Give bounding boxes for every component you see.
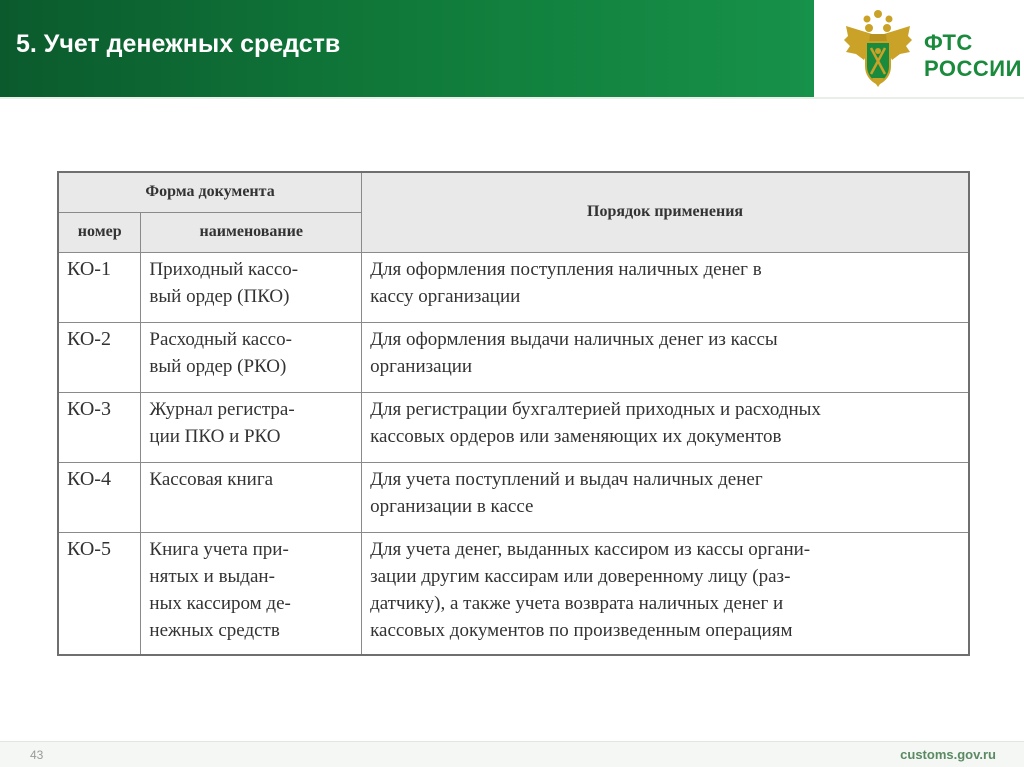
doc-name-cell (141, 392, 362, 462)
doc-usage-line: Для оформления поступления наличных денег в (370, 258, 762, 280)
doc-usage-cell (362, 532, 969, 655)
logo-line-2: РОССИИ (924, 56, 1022, 81)
doc-usage-line: Для регистрации бухгалтерией приходных и расходных (370, 398, 821, 420)
cash-documents-table (57, 171, 970, 656)
doc-name-line: Расходный кассо- (149, 328, 292, 350)
slide-title: 5. Учет денежных средств (16, 30, 341, 58)
header-name: наименование (141, 212, 362, 252)
doc-name-line: Приходный кассо- (149, 258, 299, 280)
doc-name-line: вый ордер (ПКО) (149, 285, 290, 307)
doc-code-cell: КО-4 (58, 462, 141, 532)
doc-name-cell (141, 532, 362, 655)
doc-code-cell: КО-2 (58, 322, 141, 392)
header-number: номер (58, 212, 141, 252)
doc-usage-line: кассовых ордеров или заменяющих их документов (370, 425, 782, 447)
doc-usage-cell (362, 252, 969, 322)
table-row (58, 462, 969, 532)
doc-usage-line: датчику), а также учета возврата наличных денег и (370, 592, 784, 614)
doc-name-line: Журнал регистра- (149, 398, 295, 420)
doc-name-cell (141, 322, 362, 392)
logo-line-1: ФТС (924, 30, 973, 55)
site-url: customs.gov.ru (900, 747, 996, 762)
doc-name-line: нежных средств (149, 619, 280, 641)
doc-code-cell: КО-5 (58, 532, 141, 655)
doc-name-line: ции ПКО и РКО (149, 425, 281, 447)
fts-emblem-icon (842, 8, 914, 88)
doc-name-line: Кассовая книга (149, 468, 274, 490)
doc-code-cell: КО-1 (58, 252, 141, 322)
fts-logo (814, 0, 1024, 97)
table-row (58, 532, 969, 655)
doc-usage-line: зации другим кассирам или доверенному лицу (раз- (370, 565, 791, 587)
header-divider (0, 97, 1024, 99)
doc-name-line: Книга учета при- (149, 538, 289, 560)
doc-usage-cell (362, 462, 969, 532)
doc-usage-line: организации в кассе (370, 495, 534, 517)
doc-name-line: нятых и выдан- (149, 565, 275, 587)
table-row (58, 322, 969, 392)
doc-name-line: вый ордер (РКО) (149, 355, 287, 377)
table-row (58, 392, 969, 462)
doc-usage-line: кассовых документов по произведенным операциям (370, 619, 793, 641)
doc-name-line: ных кассиром де- (149, 592, 291, 614)
page-number: 43 (30, 748, 44, 762)
table-row (58, 252, 969, 322)
doc-name-cell (141, 252, 362, 322)
doc-usage-line: Для оформления выдачи наличных денег из кассы (370, 328, 778, 350)
header-usage: Порядок применения (362, 172, 969, 252)
doc-usage-line: Для учета поступлений и выдач наличных денег (370, 468, 763, 490)
doc-usage-line: Для учета денег, выданных кассиром из кассы органи- (370, 538, 811, 560)
doc-name-cell (141, 462, 362, 532)
doc-code-cell: КО-3 (58, 392, 141, 462)
doc-usage-cell (362, 322, 969, 392)
title-bar (0, 0, 814, 97)
footer (0, 742, 1024, 767)
doc-usage-cell (362, 392, 969, 462)
doc-usage-line: организации (370, 355, 473, 377)
fts-logo-text (924, 30, 1022, 82)
header-form: Форма документа (58, 172, 362, 212)
doc-usage-line: кассу организации (370, 285, 521, 307)
